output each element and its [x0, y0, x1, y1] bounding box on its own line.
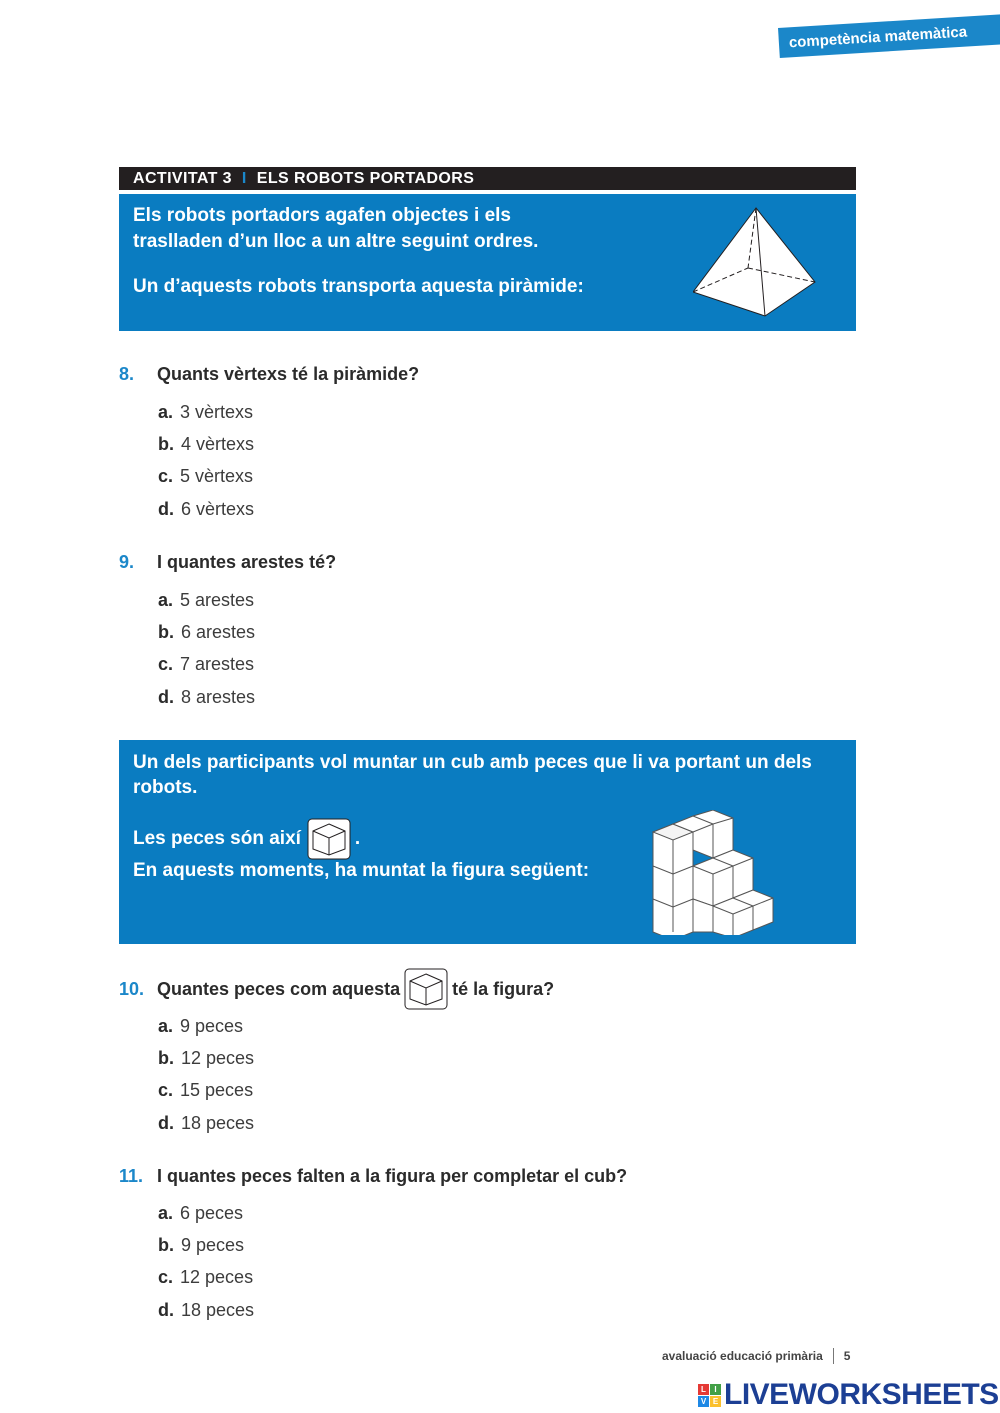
cube-box [119, 740, 856, 944]
option-text: 18 peces [181, 1299, 255, 1320]
option-letter: d. [158, 498, 174, 519]
question-text: I quantes peces falten a la figura per completar el cub? [157, 1166, 628, 1186]
option-letter: d. [158, 1112, 174, 1133]
question-8 [119, 364, 419, 385]
option-text: 12 peces [180, 1267, 254, 1288]
activity-header [119, 167, 856, 190]
option-letter: b. [158, 433, 174, 454]
pyramid-image [693, 204, 818, 319]
option-10c[interactable] [158, 1075, 254, 1107]
option-text: 6 peces [180, 1202, 244, 1223]
option-9b[interactable] [158, 616, 255, 648]
option-text: 5 arestes [180, 589, 255, 610]
option-letter: c. [158, 1080, 174, 1101]
logo-text: LIVEWORKSHEETS [724, 1378, 999, 1411]
option-letter: b. [158, 1234, 174, 1255]
logo-block: L [698, 1384, 709, 1395]
option-letter: c. [158, 654, 174, 675]
option-letter: c. [158, 466, 174, 487]
option-9a[interactable] [158, 584, 255, 616]
competencia-tag [778, 14, 1000, 58]
page-number: 5 [843, 1349, 851, 1363]
question-number: 11. [119, 1166, 144, 1186]
option-letter: b. [158, 621, 174, 642]
option-text: 6 arestes [181, 621, 256, 642]
option-text: 7 arestes [180, 654, 255, 675]
question-10 [119, 968, 554, 1010]
activity-label: ACTIVITAT 3 [133, 169, 232, 187]
question-number: 9. [119, 552, 135, 572]
option-text: 5 vèrtexs [180, 466, 254, 487]
option-8a[interactable] [158, 396, 254, 428]
option-11c[interactable] [158, 1262, 254, 1294]
option-8c[interactable] [158, 461, 254, 493]
activity-separator: I [241, 169, 247, 187]
option-text: 9 peces [181, 1234, 245, 1255]
intro-text-2: Un d’aquests robots transporta aquesta piràmide: [133, 276, 584, 297]
cube-text-1: Un dels participants vol muntar un cub amb peces que li va portant un dels robots. [133, 752, 812, 798]
option-text: 12 peces [181, 1047, 255, 1068]
option-10b[interactable] [158, 1042, 254, 1074]
option-8d[interactable] [158, 493, 254, 525]
option-11b[interactable] [158, 1229, 254, 1261]
option-text: 9 peces [180, 1015, 244, 1036]
option-10d[interactable] [158, 1107, 254, 1139]
option-letter: d. [158, 686, 174, 707]
question-text: Quantes peces com aquesta [157, 978, 401, 999]
question-text-after: té la figura? [452, 978, 555, 999]
question-text: I quantes arestes té? [157, 552, 337, 572]
option-letter: a. [158, 1015, 174, 1036]
question-9 [119, 552, 336, 573]
competencia-tag-text: competència matemàtica [788, 22, 968, 51]
option-letter: a. [158, 401, 174, 422]
option-letter: c. [158, 1267, 174, 1288]
option-letter: a. [158, 589, 174, 610]
options-10 [158, 1010, 254, 1139]
question-text: Quants vèrtexs té la piràmide? [157, 364, 420, 384]
intro-box [119, 194, 856, 331]
page-footer [662, 1348, 850, 1364]
options-11 [158, 1197, 254, 1326]
option-8b[interactable] [158, 428, 254, 460]
liveworksheets-logo[interactable] [698, 1378, 999, 1412]
logo-block: I [710, 1384, 721, 1395]
cube-text-2-end: . [354, 828, 361, 849]
option-10a[interactable] [158, 1010, 254, 1042]
cube-text-3: En aquests moments, ha muntat la figura següent: [133, 860, 590, 881]
question-11 [119, 1166, 627, 1187]
cube-text-2 [133, 818, 360, 860]
option-9d[interactable] [158, 681, 255, 713]
option-text: 6 vèrtexs [181, 498, 255, 519]
question-number: 10. [119, 978, 145, 999]
option-text: 4 vèrtexs [181, 433, 255, 454]
logo-block: V [698, 1396, 709, 1407]
option-9c[interactable] [158, 649, 255, 681]
logo-block: E [710, 1396, 721, 1407]
stair-figure-image [651, 810, 776, 935]
option-letter: a. [158, 1202, 174, 1223]
option-letter: b. [158, 1047, 174, 1068]
cube-piece-icon [307, 818, 351, 860]
option-text: 8 arestes [181, 686, 256, 707]
footer-text: avaluació educació primària [662, 1349, 823, 1363]
option-11a[interactable] [158, 1197, 254, 1229]
options-8 [158, 396, 254, 525]
option-11d[interactable] [158, 1294, 254, 1326]
logo-blocks-icon [698, 1384, 721, 1407]
option-text: 15 peces [180, 1080, 254, 1101]
intro-text-1: Els robots portadors agafen objectes i els traslladen d’un lloc a un altre seguint ordres. [133, 205, 539, 252]
cube-text-2-start: Les peces són així [133, 828, 301, 849]
question-number: 8. [119, 364, 135, 384]
cube-piece-icon [404, 968, 448, 1010]
footer-divider [833, 1348, 834, 1364]
option-letter: d. [158, 1299, 174, 1320]
activity-title: ELS ROBOTS PORTADORS [256, 169, 475, 187]
option-text: 18 peces [181, 1112, 255, 1133]
options-9 [158, 584, 255, 713]
option-text: 3 vèrtexs [180, 401, 254, 422]
